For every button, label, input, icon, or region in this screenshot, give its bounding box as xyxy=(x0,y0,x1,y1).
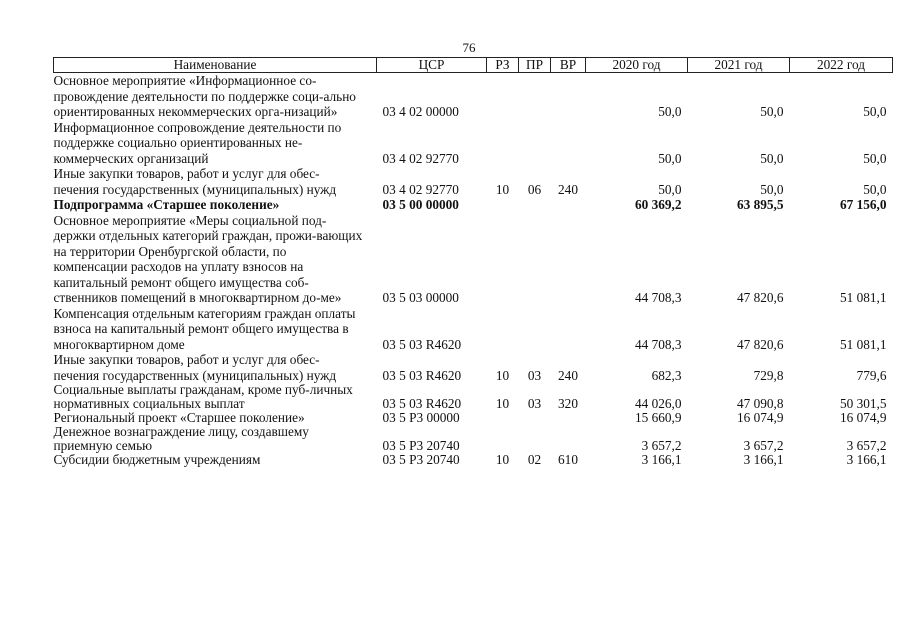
row-2021-cell: 50,0 xyxy=(760,181,784,197)
column-header-2021: 2021 год xyxy=(688,58,790,73)
row-2021-cell: 63 895,5 xyxy=(736,197,784,212)
table-row xyxy=(54,383,893,411)
row-csr-cell: 03 5 00 00000 xyxy=(382,197,459,212)
row-vr-cell xyxy=(551,197,586,213)
row-vr-cell: 240 xyxy=(558,181,578,197)
row-pr-cell: 03 xyxy=(527,396,542,411)
row-2022-cell: 3 166,1 xyxy=(846,452,887,467)
row-csr-cell: 03 4 02 92770 xyxy=(382,150,459,166)
column-header-pr: ПР xyxy=(519,58,551,73)
row-2020-cell: 50,0 xyxy=(658,104,682,119)
row-2020-cell: 682,3 xyxy=(651,367,682,383)
row-2021-cell: 3 657,2 xyxy=(743,438,784,453)
row-2022-cell: 50,0 xyxy=(863,104,887,119)
row-rz-cell xyxy=(487,120,519,167)
row-rz-cell: 10 xyxy=(495,452,510,467)
row-csr-cell: 03 5 03 00000 xyxy=(382,290,459,305)
row-name-cell: Социальные выплаты гражданам, кроме пуб-личных нормативных социальных выплат xyxy=(53,382,353,411)
row-2021-cell: 729,8 xyxy=(753,367,784,383)
row-vr-cell xyxy=(551,425,586,453)
row-2020-cell: 3 166,1 xyxy=(641,452,682,467)
row-rz-cell xyxy=(487,73,519,120)
row-2022-cell: 51 081,1 xyxy=(839,336,887,352)
table-row xyxy=(54,197,893,213)
row-2021-cell: 47 820,6 xyxy=(736,336,784,352)
row-pr-cell xyxy=(519,411,551,425)
column-header-csr: ЦСР xyxy=(377,58,487,73)
row-name-cell: Субсидии бюджетным учреждениям xyxy=(53,452,261,467)
row-2020-cell: 3 657,2 xyxy=(641,438,682,453)
row-pr-cell xyxy=(519,425,551,453)
row-name-cell: Денежное вознаграждение лицу, создавшему приемную семью xyxy=(53,424,309,453)
row-2022-cell: 16 074,9 xyxy=(839,410,887,425)
row-2020-cell: 44 026,0 xyxy=(634,396,682,411)
row-2021-cell: 47 090,8 xyxy=(736,396,784,411)
row-2020-cell: 44 708,3 xyxy=(634,290,682,305)
row-2020-cell: 15 660,9 xyxy=(634,410,682,425)
row-rz-cell xyxy=(487,425,519,453)
row-rz-cell: 10 xyxy=(495,367,510,383)
row-2020-cell: 60 369,2 xyxy=(634,197,682,212)
table-row xyxy=(54,453,893,467)
row-vr-cell xyxy=(551,73,586,120)
row-vr-cell: 240 xyxy=(558,367,578,383)
row-2020-cell: 44 708,3 xyxy=(634,336,682,352)
row-name-cell: Основное мероприятие «Информационное со-провождение деятельности по поддержке соци-ально ориентированных некоммерческих орга-низаций» xyxy=(53,73,356,119)
table-body xyxy=(54,73,893,468)
row-pr-cell: 03 xyxy=(527,367,542,383)
row-2021-cell: 47 820,6 xyxy=(736,290,784,305)
row-name-cell: Подпрограмма «Старшее поколение» xyxy=(53,197,280,212)
row-name-cell: Информационное сопровождение деятельности по поддержке социально ориентированных не-коммерческих организаций xyxy=(53,119,342,166)
row-csr-cell: 03 5 03 R4620 xyxy=(382,367,462,383)
row-2022-cell: 779,6 xyxy=(856,367,887,383)
table-row xyxy=(54,352,893,383)
row-pr-cell: 02 xyxy=(527,452,542,467)
table-row xyxy=(54,120,893,167)
row-csr-cell: 03 5 P3 20740 xyxy=(382,438,460,453)
row-pr-cell xyxy=(519,197,551,213)
page-number: 76 xyxy=(462,40,476,55)
row-2020-cell: 50,0 xyxy=(658,150,682,166)
table-row xyxy=(54,213,893,306)
row-2022-cell: 50,0 xyxy=(863,150,887,166)
budget-table xyxy=(53,57,893,467)
row-pr-cell: 06 xyxy=(527,181,542,197)
row-vr-cell xyxy=(551,213,586,306)
column-header-vr: ВР xyxy=(551,58,586,73)
table-header-row xyxy=(54,58,893,73)
row-vr-cell: 320 xyxy=(558,396,578,411)
row-name-cell: Региональный проект «Старшее поколение» xyxy=(53,410,305,425)
row-pr-cell xyxy=(519,213,551,306)
row-vr-cell xyxy=(551,306,586,353)
row-pr-cell xyxy=(519,73,551,120)
row-rz-cell xyxy=(487,197,519,213)
row-vr-cell xyxy=(551,120,586,167)
column-header-2022: 2022 год xyxy=(790,58,893,73)
row-pr-cell xyxy=(519,120,551,167)
column-header-rz: РЗ xyxy=(487,58,519,73)
row-2021-cell: 50,0 xyxy=(760,104,784,119)
column-header-name: Наименование xyxy=(54,58,377,73)
row-2022-cell: 50 301,5 xyxy=(839,396,887,411)
row-name-cell: Иные закупки товаров, работ и услуг для обес-печения государственных (муниципальных) нужд xyxy=(53,166,337,197)
row-rz-cell xyxy=(487,306,519,353)
row-rz-cell xyxy=(487,411,519,425)
table-row xyxy=(54,411,893,425)
row-name-cell: Основное мероприятие «Меры социальной под-держки отдельных категорий граждан, прожи-вающих на территории Оренбургской области, по компенсации расходов на уплату взносов на капитальный ремонт общего имущества соб-ственников помещений в многоквартирном до-ме» xyxy=(53,212,363,305)
row-name-cell: Компенсация отдельным категориям граждан оплаты взноса на капитальный ремонт общего имущества в многоквартирном доме xyxy=(53,305,356,352)
column-header-2020: 2020 год xyxy=(586,58,688,73)
row-csr-cell: 03 5 P3 20740 xyxy=(382,452,460,467)
row-csr-cell: 03 4 02 00000 xyxy=(382,104,459,119)
row-2022-cell: 3 657,2 xyxy=(846,438,887,453)
row-csr-cell: 03 5 P3 00000 xyxy=(382,410,460,425)
table-row xyxy=(54,306,893,353)
row-name-cell: Иные закупки товаров, работ и услуг для обес-печения государственных (муниципальных) нужд xyxy=(53,352,337,383)
row-2022-cell: 67 156,0 xyxy=(839,197,887,212)
table-row xyxy=(54,73,893,120)
row-2022-cell: 51 081,1 xyxy=(839,290,887,305)
row-2020-cell: 50,0 xyxy=(658,181,682,197)
row-2021-cell: 3 166,1 xyxy=(743,452,784,467)
table-row xyxy=(54,166,893,197)
row-2022-cell: 50,0 xyxy=(863,181,887,197)
row-csr-cell: 03 5 03 R4620 xyxy=(382,336,462,352)
row-rz-cell: 10 xyxy=(495,396,510,411)
row-2021-cell: 50,0 xyxy=(760,150,784,166)
row-vr-cell xyxy=(551,411,586,425)
row-csr-cell: 03 4 02 92770 xyxy=(382,181,459,197)
row-vr-cell: 610 xyxy=(558,452,578,467)
row-csr-cell: 03 5 03 R4620 xyxy=(382,396,462,411)
table-row xyxy=(54,425,893,453)
row-rz-cell: 10 xyxy=(495,181,510,197)
row-rz-cell xyxy=(487,213,519,306)
row-2021-cell: 16 074,9 xyxy=(736,410,784,425)
row-pr-cell xyxy=(519,306,551,353)
